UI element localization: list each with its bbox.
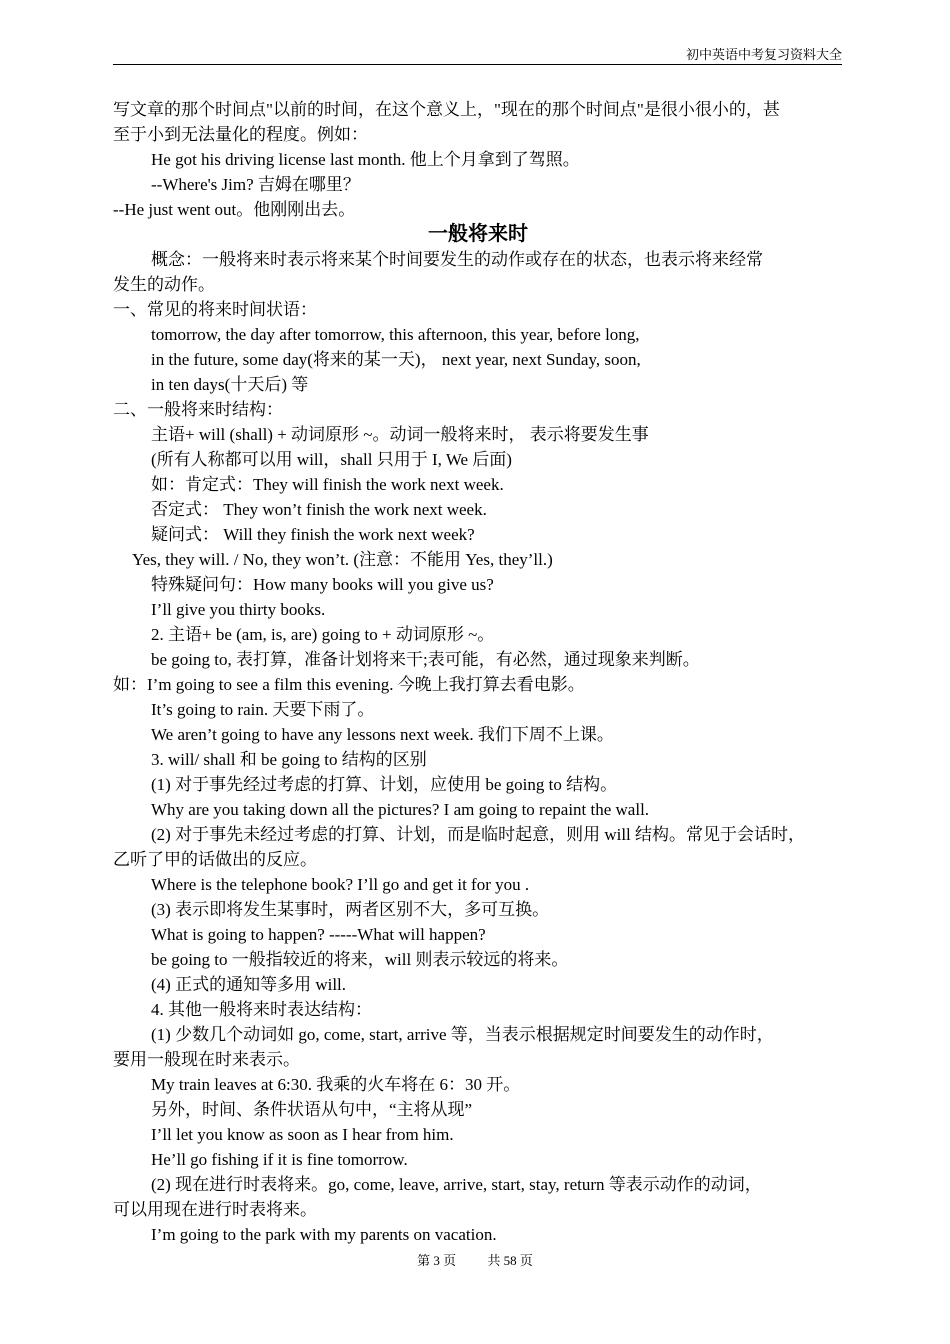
text-line: I’ll give you thirty books. (151, 600, 326, 619)
text-line: (2) 对于事先未经过考虑的打算、计划，而是临时起意，则用 will 结构。常见于会话时， (151, 825, 806, 844)
text-line: Where is the telephone book? I’ll go and get it for you . (151, 875, 530, 894)
text-line: 至于小到无法量化的程度。例如： (113, 125, 368, 144)
text-line: 乙听了甲的话做出的反应。 (113, 850, 317, 869)
text-line: 3. will/ shall 和 be going to 结构的区别 (151, 750, 427, 769)
text-line: in ten days(十天后) 等 (151, 375, 309, 394)
text-line: 如：I’m going to see a film this evening. 今晚上我打算去看电影。 (113, 675, 585, 694)
text-line: --Where's Jim? 吉姆在哪里？ (151, 175, 360, 194)
text-line: 主语+ will (shall) + 动词原形 ~。动词一般将来时， 表示将要发生事 (151, 425, 649, 444)
text-line: Why are you taking down all the pictures? I am going to repaint the wall. (151, 800, 650, 819)
text-line: 另外，时间、条件状语从句中，“主将从现” (151, 1100, 473, 1119)
text-line: (4) 正式的通知等多用 will. (151, 975, 347, 994)
text-line: My train leaves at 6:30. 我乘的火车将在 6：30 开。 (151, 1075, 521, 1094)
text-line: 发生的动作。 (113, 275, 215, 294)
text-line: (所有人称都可以用 will，shall 只用于 I, We 后面) (151, 450, 512, 469)
page-total: 共 58 页 (487, 1253, 533, 1268)
text-line: I’ll let you know as soon as I hear from him. (151, 1125, 454, 1144)
text-line: 否定式： They won’t finish the work next week. (151, 500, 487, 519)
text-line: be going to 一般指较近的将来，will 则表示较远的将来。 (151, 950, 569, 969)
text-line: (3) 表示即将发生某事时，两者区别不大，多可互换。 (151, 900, 550, 919)
text-line: What is going to happen? -----What will happen? (151, 925, 486, 944)
text-line: 可以用现在进行时表将来。 (113, 1200, 317, 1219)
text-line: (2) 现在进行时表将来。go, come, leave, arrive, start, stay, return 等表示动作的动词， (151, 1175, 762, 1194)
text-line: He got his driving license last month. 他上个月拿到了驾照。 (151, 150, 580, 169)
text-line: 二、一般将来时结构： (113, 400, 283, 419)
text-line: 一、常见的将来时间状语： (113, 300, 317, 319)
header-title: 初中英语中考复习资料大全 (685, 47, 842, 62)
text-line: It’s going to rain. 天要下雨了。 (151, 700, 375, 719)
text-line: 4. 其他一般将来时表达结构： (151, 1000, 372, 1019)
page-number: 第 3 页 (417, 1253, 457, 1268)
text-line: tomorrow, the day after tomorrow, this afternoon, this year, before long, (151, 325, 640, 344)
text-line: --He just went out。他刚刚出去。 (113, 200, 356, 219)
text-line: in the future, some day(将来的某一天)， next year, next Sunday, soon, (151, 350, 641, 369)
text-line: (1) 对于事先经过考虑的打算、计划，应使用 be going to 结构。 (151, 775, 618, 794)
text-line: 如：肯定式：They will finish the work next week. (151, 475, 504, 494)
text-line: Yes, they will. / No, they won’t. (注意：不能用 Yes, they’ll.) (132, 550, 553, 569)
text-line: 要用一般现在时来表示。 (113, 1050, 300, 1069)
text-line: We aren’t going to have any lessons next week. 我们下周不上课。 (151, 725, 614, 744)
text-line: I’m going to the park with my parents on vacation. (151, 1225, 497, 1244)
page-footer (0, 1250, 950, 1269)
text-line: 概念：一般将来时表示将来某个时间要发生的动作或存在的状态，也表示将来经常 (151, 250, 763, 269)
text-line: 疑问式： Will they finish the work next week? (151, 525, 475, 544)
text-line: 写文章的那个时间点"以前的时间，在这个意义上，"现在的那个时间点"是很小很小的，甚 (113, 100, 780, 119)
text-line: 特殊疑问句：How many books will you give us? (151, 575, 494, 594)
text-line: He’ll go fishing if it is fine tomorrow. (151, 1150, 408, 1169)
text-line: 2. 主语+ be (am, is, are) going to + 动词原形 ~。 (151, 625, 495, 644)
text-line: be going to, 表打算，准备计划将来干;表可能，有必然，通过现象来判断。 (151, 650, 700, 669)
section-title: 一般将来时 (428, 223, 528, 245)
text-line: (1) 少数几个动词如 go, come, start, arrive 等，当表示根据规定时间要发生的动作时， (151, 1025, 774, 1044)
page-header (113, 40, 842, 65)
document-body (113, 97, 853, 1247)
